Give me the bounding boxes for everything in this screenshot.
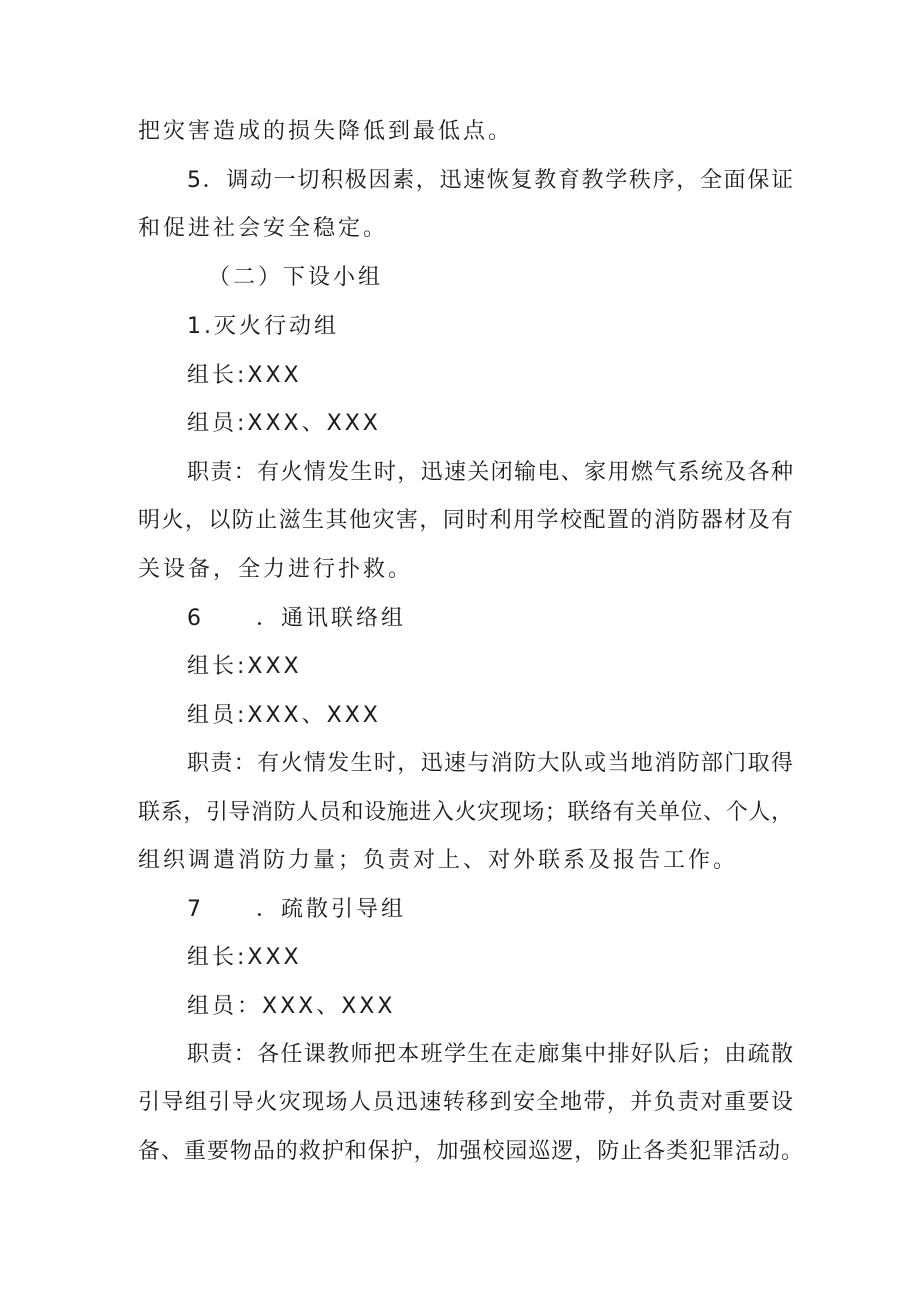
paragraph-line: 和促进社会安全稳定。 xyxy=(138,216,389,241)
team-leader-line: 组长:XXX xyxy=(187,945,302,970)
team-leader-line: 组长:XXX xyxy=(187,363,302,388)
paragraph-line: 引导组引导火灾现场人员迅速转移到安全地带，并负责对重要设 xyxy=(138,1090,793,1115)
paragraph-line: 联系，引导消防人员和设施进入火灾现场；联络有关单位、个人， xyxy=(138,800,793,825)
team-members-line: 组员：XXX、XXX xyxy=(187,994,396,1019)
paragraph-line: 职责：有火情发生时，迅速关闭输电、家用燃气系统及各种 xyxy=(187,460,793,485)
paragraph-line: 组织调遣消防力量；负责对上、对外联系及报告工作。 xyxy=(138,848,739,873)
paragraph-line: 明火，以防止滋生其他灾害，同时利用学校配置的消防器材及有 xyxy=(138,508,793,533)
paragraph-line: 职责：各任课教师把本班学生在走廊集中排好队后；由疏散 xyxy=(187,1042,793,1067)
paragraph-line: 备、重要物品的救护和保护，加强校园巡逻，防止各类犯罪活动。 xyxy=(138,1139,803,1164)
team-leader-line: 组长:XXX xyxy=(187,654,302,679)
section-heading: （二）下设小组 xyxy=(208,265,384,290)
paragraph-line: 5．调动一切积极因素，迅速恢复教育教学秩序，全面保证 xyxy=(187,168,793,193)
subsection-number: 7 xyxy=(187,897,204,922)
team-members-line: 组员:XXX、XXX xyxy=(187,703,381,728)
subsection-number: 6 xyxy=(187,606,204,631)
paragraph-line: 职责：有火情发生时，迅速与消防大队或当地消防部门取得 xyxy=(187,751,793,776)
team-members-line: 组员:XXX、XXX xyxy=(187,411,381,436)
paragraph-line: 关设备，全力进行扑救。 xyxy=(138,557,414,582)
paragraph-line: 把灾害造成的损失降低到最低点。 xyxy=(138,119,514,144)
subsection-heading xyxy=(187,604,406,634)
subsection-heading: 1.灭火行动组 xyxy=(187,314,339,339)
subsection-title: ．通讯联络组 xyxy=(256,606,407,631)
subsection-title: ．疏散引导组 xyxy=(256,897,407,922)
subsection-heading xyxy=(187,895,406,925)
